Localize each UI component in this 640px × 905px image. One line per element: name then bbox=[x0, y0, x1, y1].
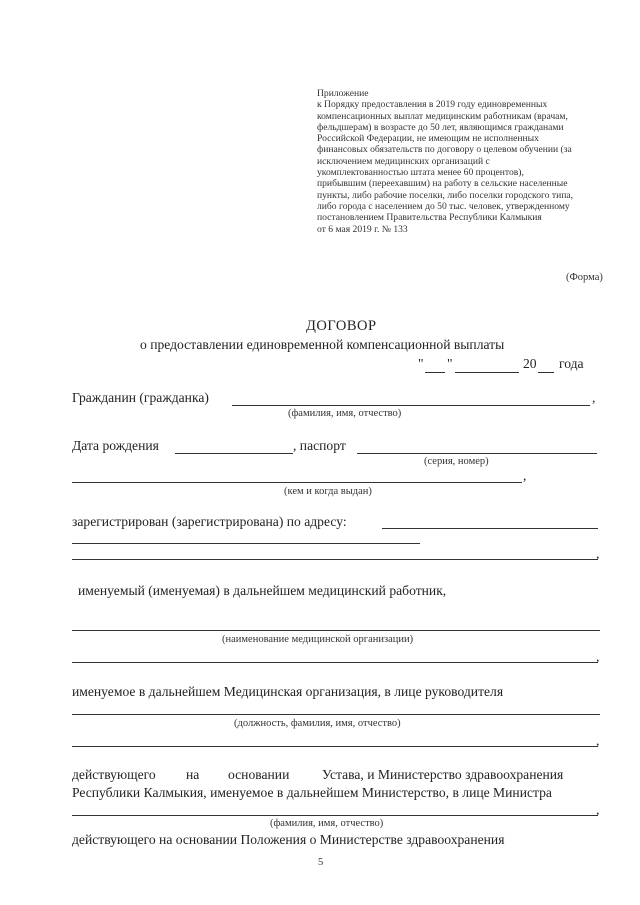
position-hint: (должность, фамилия, имя, отчество) bbox=[234, 718, 401, 729]
named-org-text: именуемое в дальнейшем Медицинская организация, в лице руководителя bbox=[72, 684, 504, 699]
form-label: (Форма) bbox=[566, 272, 603, 283]
citizen-label: Гражданин (гражданка) bbox=[72, 390, 209, 405]
named-worker-text: именуемый (именуемая) в дальнейшем медицинский работник, bbox=[78, 583, 447, 598]
date-month-field[interactable] bbox=[455, 372, 519, 373]
ministry-text: Республики Калмыкия, именуемое в дальнейшем Министерство, в лице Министра bbox=[72, 785, 552, 800]
birth-date-field[interactable] bbox=[175, 453, 293, 454]
acting-basis-word: основании bbox=[228, 767, 290, 782]
passport-hint: (серия, номер) bbox=[424, 456, 489, 467]
appendix-line: финансовых обязательств по договору о целевом обучении (за bbox=[317, 144, 572, 156]
birth-label: Дата рождения bbox=[72, 438, 159, 453]
appendix-line: компенсационных выплат медицинским работникам (врачам, bbox=[317, 110, 568, 122]
appendix-line: постановлением Правительства Республики Калмыкия bbox=[317, 212, 542, 224]
date-quote-open: " bbox=[418, 356, 424, 371]
page-number: 5 bbox=[318, 857, 324, 868]
address-field-3[interactable] bbox=[72, 559, 598, 560]
appendix-block bbox=[317, 88, 617, 235]
org-hint: (наименование медицинской организации) bbox=[222, 634, 414, 645]
appendix-line: исключением медицинских организаций с bbox=[317, 155, 490, 167]
acting-word: действующего bbox=[72, 767, 156, 782]
appendix-line: фельдшерам) в возрасте до 50 лет, являющимся гражданами bbox=[317, 121, 564, 133]
minister-name-field[interactable] bbox=[72, 815, 598, 816]
passport-label: , паспорт bbox=[293, 438, 346, 453]
registered-label: зарегистрирован (зарегистрирована) по адресу: bbox=[72, 514, 347, 529]
date-year-field[interactable] bbox=[538, 372, 554, 373]
appendix-line: укомплектованностью штата менее 60 процентов), bbox=[317, 167, 524, 179]
acting-on-word: на bbox=[186, 767, 200, 782]
date-day-field[interactable] bbox=[425, 372, 445, 373]
address-field-1[interactable] bbox=[382, 528, 598, 529]
date-year-prefix: 20 bbox=[523, 356, 537, 371]
date-quote-close: " bbox=[447, 356, 453, 371]
appendix-line: от 6 мая 2019 г. № 133 bbox=[317, 223, 408, 235]
issued-hint: (кем и когда выдан) bbox=[284, 486, 372, 497]
citizen-name-field[interactable] bbox=[232, 405, 590, 406]
head-position-field[interactable] bbox=[72, 714, 600, 715]
org-name-field[interactable] bbox=[72, 630, 600, 631]
document-subtitle: о предоставлении единовременной компенсационной выплаты bbox=[140, 337, 505, 352]
passport-field[interactable] bbox=[357, 453, 597, 454]
document-title: ДОГОВОР bbox=[306, 318, 377, 334]
acting-regulation-text: действующего на основании Положения о Министерстве здравоохранения bbox=[72, 832, 505, 847]
passport-issued-field[interactable] bbox=[72, 482, 522, 483]
date-year-suffix: года bbox=[559, 356, 584, 371]
appendix-line: Приложение bbox=[317, 88, 369, 99]
citizen-hint: (фамилия, имя, отчество) bbox=[288, 408, 402, 419]
address-field-2[interactable] bbox=[72, 543, 420, 544]
appendix-line: либо города с населением до 50 тыс. человек, утвержденному bbox=[317, 200, 570, 212]
fio-hint: (фамилия, имя, отчество) bbox=[270, 818, 384, 829]
org-name-field-2[interactable] bbox=[72, 662, 598, 663]
appendix-line: Российской Федерации, не имеющим не исполненных bbox=[317, 133, 539, 145]
acting-charter-text: Устава, и Министерство здравоохранения bbox=[322, 767, 564, 782]
appendix-line: прибывшим (переехавшим) на работу в сельские населенные bbox=[317, 178, 568, 190]
head-position-field-2[interactable] bbox=[72, 746, 598, 747]
appendix-line: пункты, либо рабочие поселки, либо поселки городского типа, bbox=[317, 189, 574, 201]
appendix-line: к Порядку предоставления в 2019 году единовременных bbox=[317, 99, 548, 111]
